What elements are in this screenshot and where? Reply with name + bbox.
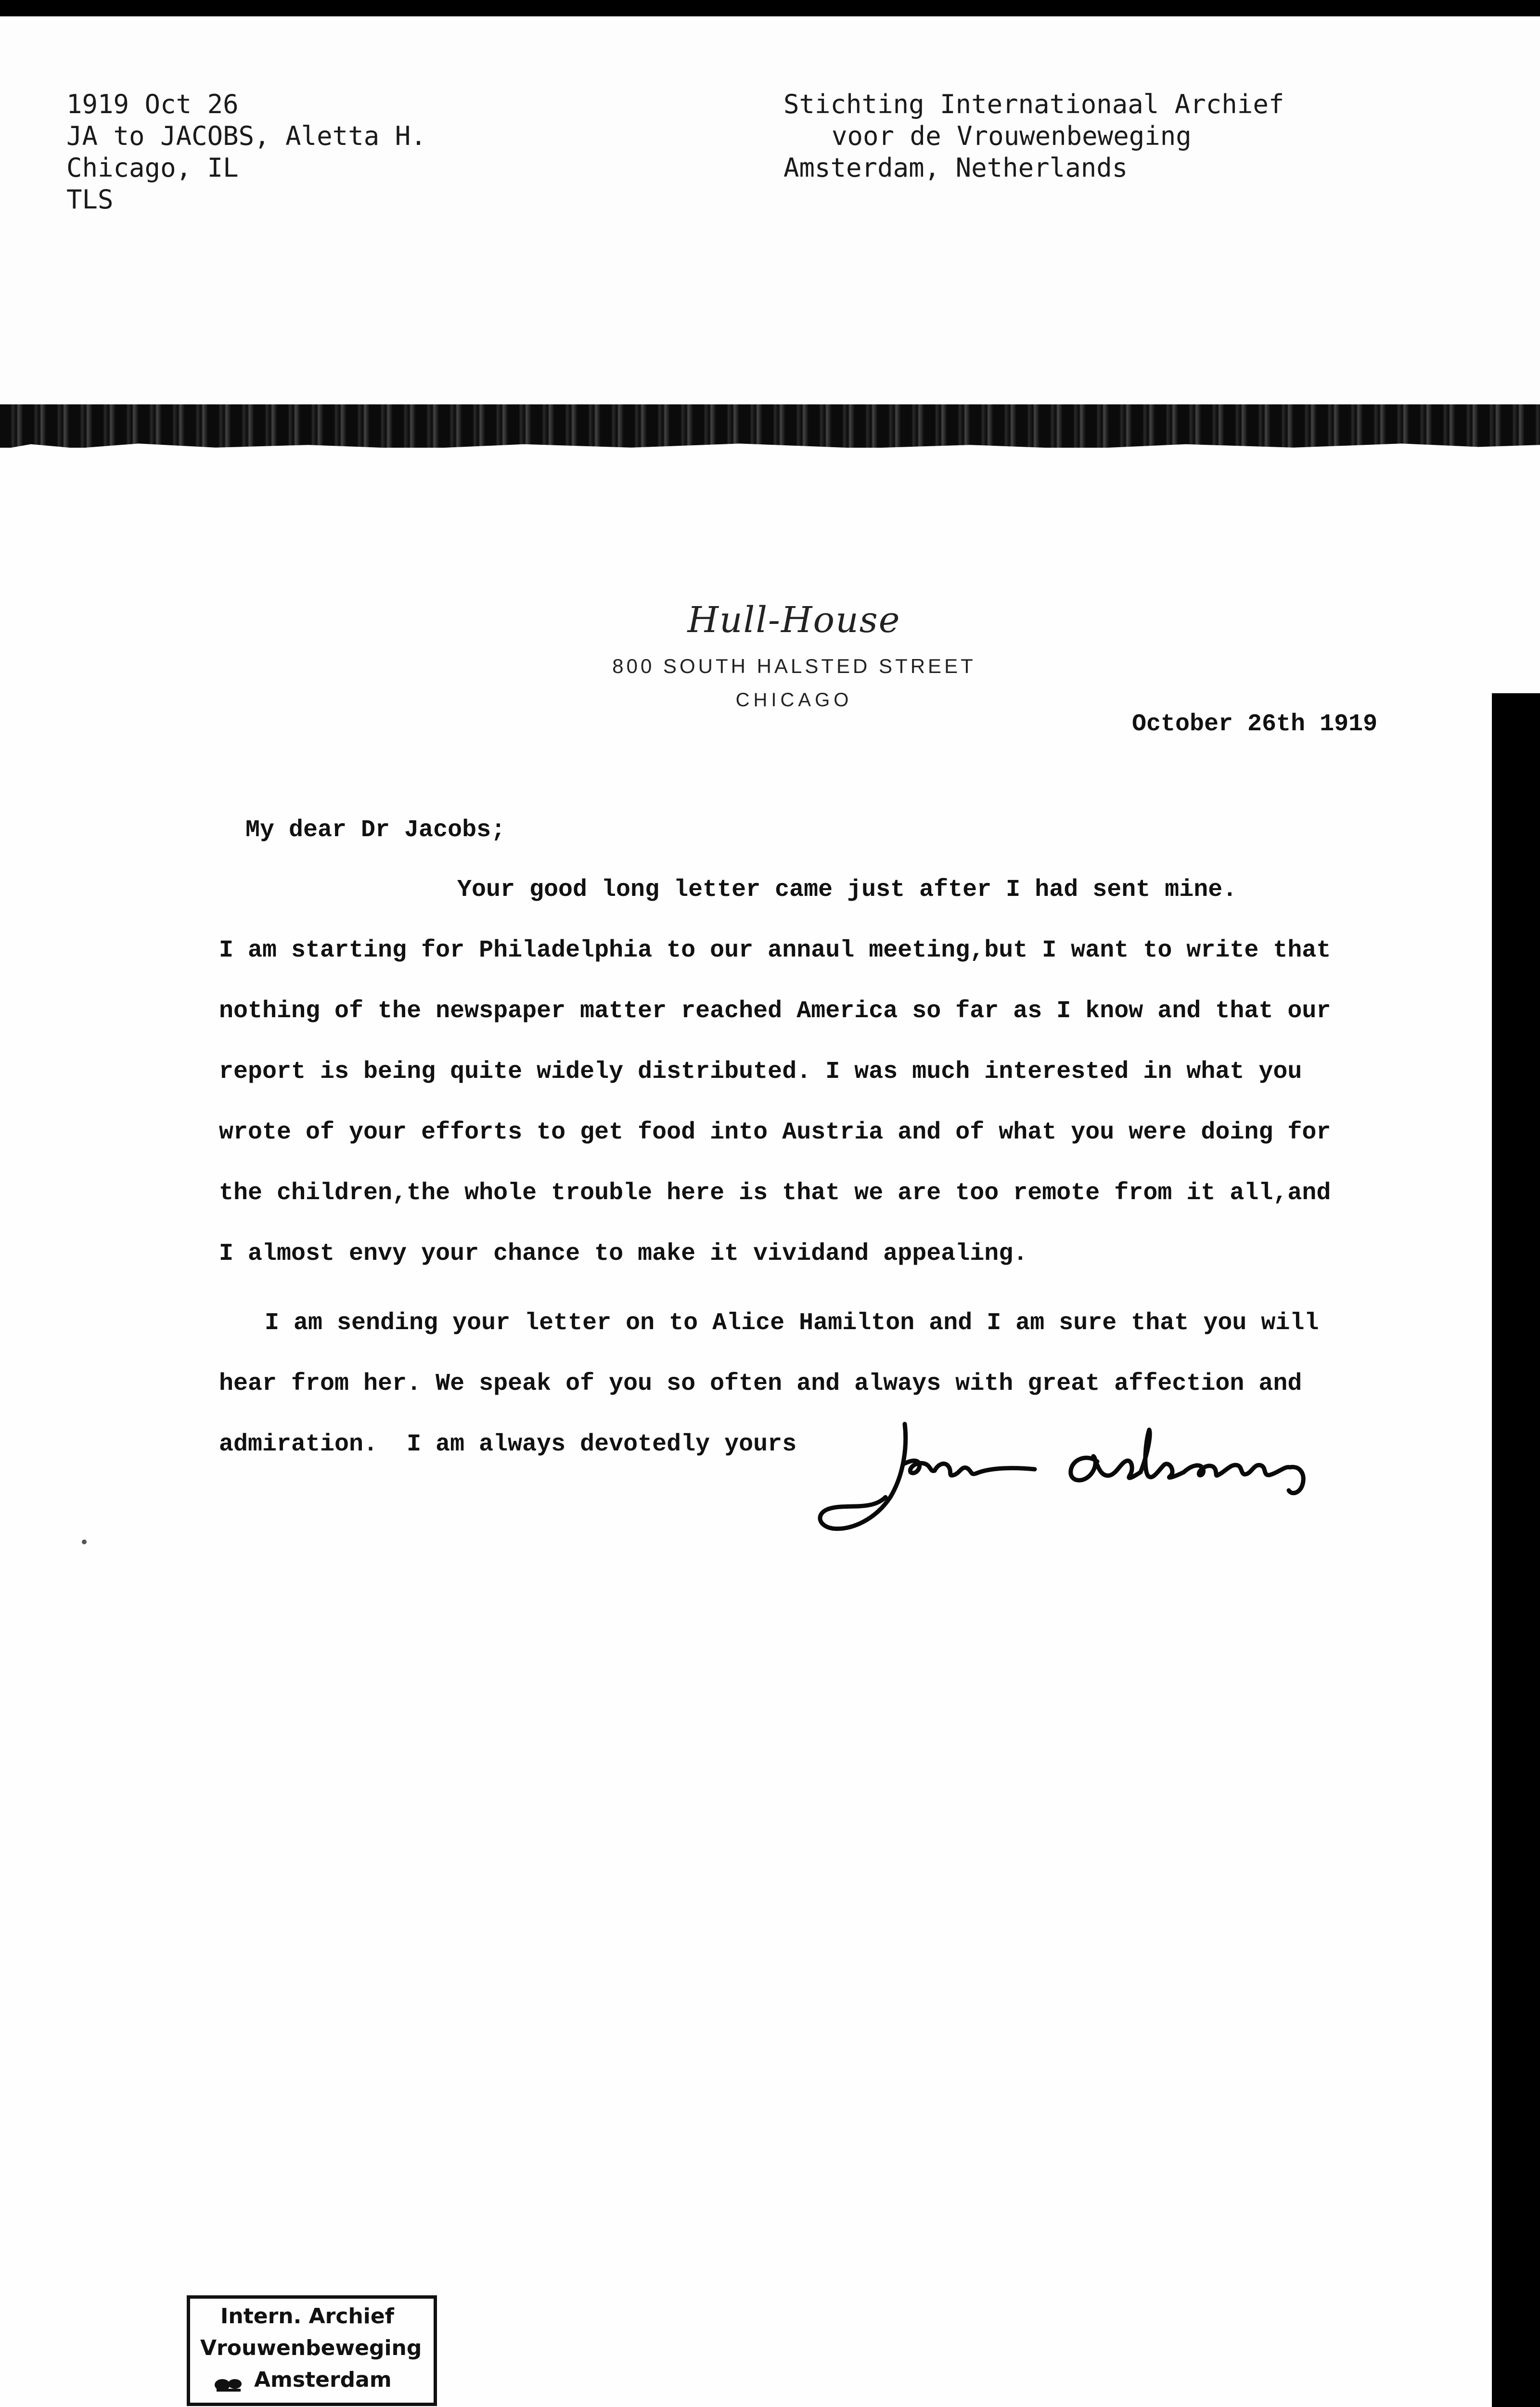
archive-citation [66, 89, 426, 216]
letter-line: the children,the whole trouble here is that we are too remote from it all,and [219, 1179, 1331, 1207]
signature-jane-addams [808, 1415, 1386, 1560]
citation-place: Chicago, IL [66, 153, 239, 183]
letter-line: admiration. I am always devotedly yours [219, 1431, 797, 1458]
stamp-line-1: Intern. Archief [220, 2304, 394, 2329]
archive-stamp [187, 2295, 442, 2407]
letter-line: I almost envy your chance to make it vividand appealing. [219, 1240, 1028, 1268]
citation-date: 1919 Oct 26 [66, 89, 239, 119]
letterhead-street: 800 SOUTH HALSTED STREET [612, 655, 976, 677]
stamp-emblem-icon [212, 2371, 245, 2395]
letter-line: report is being quite widely distributed. I was much interested in what you [219, 1058, 1302, 1086]
letter-line: I am sending your letter on to Alice Hamilton and I am sure that you will [265, 1309, 1319, 1337]
citation-correspondents: JA to JACOBS, Aletta H. [66, 121, 426, 151]
sheet-right-margin [1492, 448, 1540, 693]
letter-date: October 26th 1919 [1132, 711, 1378, 738]
holder-line-2: voor de Vrouwenbeweging [832, 121, 1192, 151]
letter-salutation: My dear Dr Jacobs; [245, 816, 506, 844]
letter-line: Your good long letter came just after I had sent mine. [457, 876, 1237, 904]
letter-line: hear from her. We speak of you so often and always with great affection and [219, 1370, 1302, 1398]
letterhead-city: CHICAGO [735, 689, 853, 711]
torn-edge-band [0, 404, 1540, 448]
citation-type: TLS [66, 184, 114, 215]
letter-line: nothing of the newspaper matter reached America so far as I know and that our [219, 997, 1331, 1025]
letterhead-name: Hull-House [687, 599, 901, 641]
scan-speck [82, 1540, 87, 1544]
archive-holder [783, 89, 1284, 184]
scan-border-right [1492, 693, 1540, 2407]
stamp-line-2: Vrouwenbeweging [200, 2336, 422, 2360]
stamp-line-3: Amsterdam [254, 2368, 392, 2392]
holder-line-3: Amsterdam, Netherlands [783, 153, 1128, 183]
letter-line: I am starting for Philadelphia to our annaul meeting,but I want to write that [219, 937, 1331, 964]
letter-line: wrote of your efforts to get food into Austria and of what you were doing for [219, 1119, 1331, 1146]
archive-cover-sheet [0, 16, 1540, 411]
holder-line-1: Stichting Internationaal Archief [783, 89, 1284, 119]
